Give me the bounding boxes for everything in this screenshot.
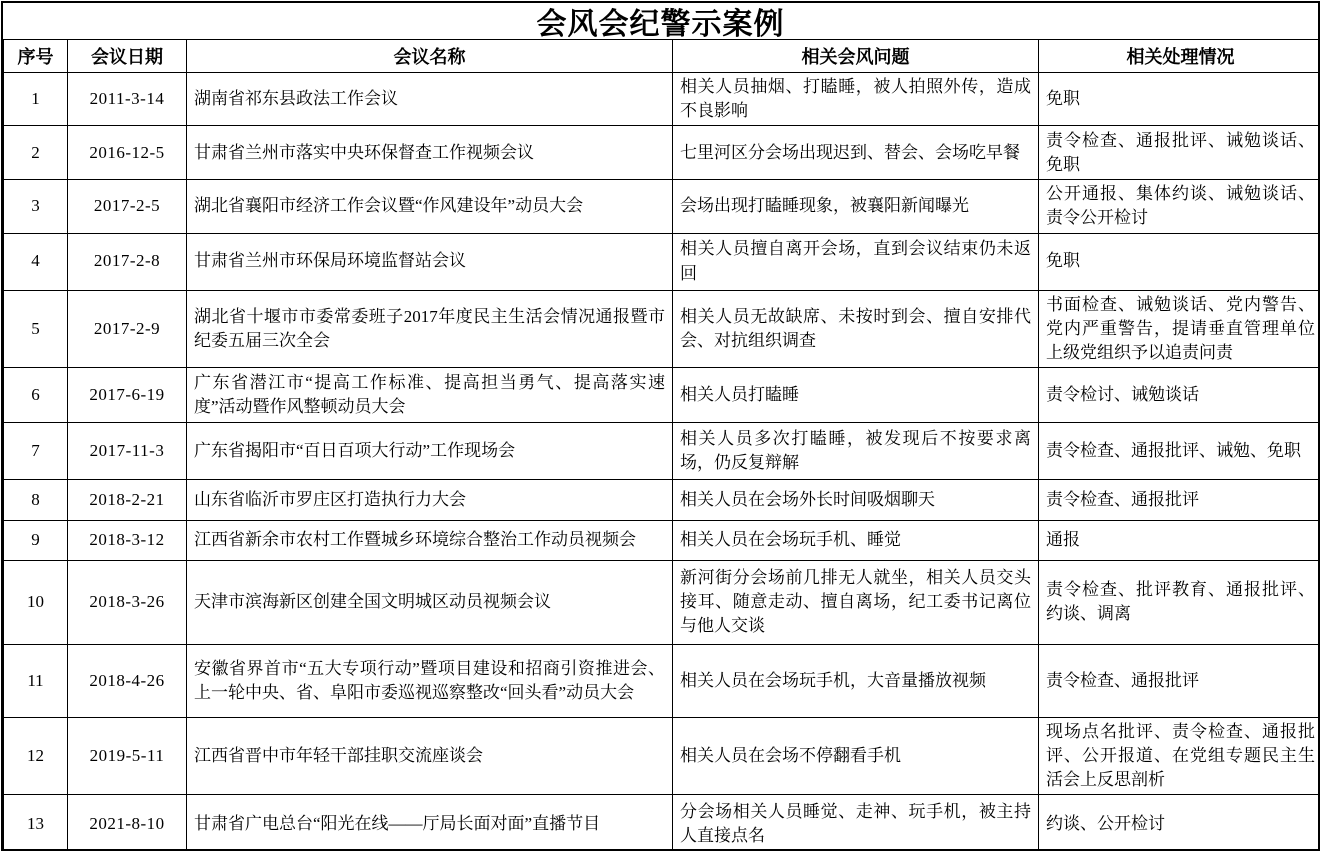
cell-date: 2017-2-5	[68, 180, 187, 233]
header-serial: 序号	[4, 40, 68, 73]
cell-handling: 免职	[1039, 73, 1321, 126]
header-date: 会议日期	[68, 40, 187, 73]
cell-problem: 新河街分会场前几排无人就坐，相关人员交头接耳、随意走动、擅自离场，纪工委书记离位与他人交谈	[673, 560, 1039, 644]
cell-meeting-name: 江西省新余市农村工作暨城乡环境综合整治工作动员视频会	[187, 520, 673, 560]
table-row	[4, 73, 1321, 126]
cell-serial: 1	[4, 73, 68, 126]
cell-handling: 责令检查、批评教育、通报批评、约谈、调离	[1039, 560, 1321, 644]
cell-handling: 责令检查、通报批评、诫勉谈话、免职	[1039, 126, 1321, 180]
cell-serial: 10	[4, 560, 68, 644]
cell-problem: 相关人员在会场玩手机、睡觉	[673, 520, 1039, 560]
cell-serial: 9	[4, 520, 68, 560]
cell-serial: 5	[4, 290, 68, 367]
cell-date: 2018-3-26	[68, 560, 187, 644]
cell-handling: 书面检查、诫勉谈话、党内警告、党内严重警告，提请垂直管理单位上级党组织予以追责问责	[1039, 290, 1321, 367]
cell-serial: 12	[4, 717, 68, 794]
cell-date: 2017-2-9	[68, 290, 187, 367]
table-row	[4, 560, 1321, 644]
header-row	[4, 40, 1321, 73]
cases-table	[3, 39, 1320, 851]
header-problem: 相关会风问题	[673, 40, 1039, 73]
cell-handling: 通报	[1039, 520, 1321, 560]
cell-serial: 6	[4, 367, 68, 422]
cell-date: 2018-2-21	[68, 479, 187, 520]
page-title: 会风会纪警示案例	[536, 8, 785, 41]
table-row	[4, 520, 1321, 560]
cell-handling: 公开通报、集体约谈、诫勉谈话、责令公开检讨	[1039, 180, 1321, 233]
warning-cases-sheet	[1, 1, 1320, 851]
cell-meeting-name: 湖南省祁东县政法工作会议	[187, 73, 673, 126]
cell-problem: 相关人员抽烟、打瞌睡，被人拍照外传，造成不良影响	[673, 73, 1039, 126]
cell-problem: 会场出现打瞌睡现象，被襄阳新闻曝光	[673, 180, 1039, 233]
cell-handling: 责令检查、通报批评、诫勉、免职	[1039, 422, 1321, 479]
cell-meeting-name: 湖北省十堰市市委常委班子2017年度民主生活会情况通报暨市纪委五届三次全会	[187, 290, 673, 367]
table-row	[4, 233, 1321, 290]
cell-meeting-name: 甘肃省兰州市环保局环境监督站会议	[187, 233, 673, 290]
cell-serial: 8	[4, 479, 68, 520]
cell-problem: 相关人员打瞌睡	[673, 367, 1039, 422]
cell-meeting-name: 广东省揭阳市“百日百项大行动”工作现场会	[187, 422, 673, 479]
table-row	[4, 795, 1321, 851]
table-row	[4, 126, 1321, 180]
cell-serial: 13	[4, 795, 68, 851]
cell-serial: 11	[4, 644, 68, 717]
cell-problem: 相关人员在会场玩手机，大音量播放视频	[673, 644, 1039, 717]
cell-handling: 现场点名批评、责令检查、通报批评、公开报道、在党组专题民主生活会上反思剖析	[1039, 717, 1321, 794]
cell-date: 2017-6-19	[68, 367, 187, 422]
cell-date: 2017-11-3	[68, 422, 187, 479]
table-row	[4, 717, 1321, 794]
table-row	[4, 479, 1321, 520]
cell-meeting-name: 湖北省襄阳市经济工作会议暨“作风建设年”动员大会	[187, 180, 673, 233]
cell-problem: 七里河区分会场出现迟到、替会、会场吃早餐	[673, 126, 1039, 180]
cell-meeting-name: 甘肃省兰州市落实中央环保督查工作视频会议	[187, 126, 673, 180]
cell-problem: 相关人员擅自离开会场，直到会议结束仍未返回	[673, 233, 1039, 290]
cell-date: 2018-3-12	[68, 520, 187, 560]
cell-date: 2019-5-11	[68, 717, 187, 794]
cell-date: 2011-3-14	[68, 73, 187, 126]
cell-problem: 相关人员多次打瞌睡，被发现后不按要求离场，仍反复辩解	[673, 422, 1039, 479]
cell-handling: 责令检讨、诫勉谈话	[1039, 367, 1321, 422]
cell-meeting-name: 天津市滨海新区创建全国文明城区动员视频会议	[187, 560, 673, 644]
table-row	[4, 290, 1321, 367]
cell-date: 2021-8-10	[68, 795, 187, 851]
header-meeting-name: 会议名称	[187, 40, 673, 73]
cell-problem: 相关人员在会场外长时间吸烟聊天	[673, 479, 1039, 520]
table-row	[4, 644, 1321, 717]
cell-meeting-name: 山东省临沂市罗庄区打造执行力大会	[187, 479, 673, 520]
cell-handling: 免职	[1039, 233, 1321, 290]
cell-problem: 相关人员无故缺席、未按时到会、擅自安排代会、对抗组织调查	[673, 290, 1039, 367]
cell-problem: 分会场相关人员睡觉、走神、玩手机，被主持人直接点名	[673, 795, 1039, 851]
cell-date: 2017-2-8	[68, 233, 187, 290]
cell-handling: 约谈、公开检讨	[1039, 795, 1321, 851]
cell-meeting-name: 江西省晋中市年轻干部挂职交流座谈会	[187, 717, 673, 794]
table-row	[4, 367, 1321, 422]
cell-handling: 责令检查、通报批评	[1039, 644, 1321, 717]
cell-serial: 2	[4, 126, 68, 180]
cell-date: 2018-4-26	[68, 644, 187, 717]
cell-meeting-name: 甘肃省广电总台“阳光在线——厅局长面对面”直播节目	[187, 795, 673, 851]
cell-serial: 7	[4, 422, 68, 479]
cell-meeting-name: 安徽省界首市“五大专项行动”暨项目建设和招商引资推进会、上一轮中央、省、阜阳市委巡视巡察整改“回头看”动员大会	[187, 644, 673, 717]
table-row	[4, 422, 1321, 479]
table-row	[4, 180, 1321, 233]
header-handling: 相关处理情况	[1039, 40, 1321, 73]
cell-serial: 3	[4, 180, 68, 233]
cell-handling: 责令检查、通报批评	[1039, 479, 1321, 520]
cell-meeting-name: 广东省潜江市“提高工作标准、提高担当勇气、提高落实速度”活动暨作风整顿动员大会	[187, 367, 673, 422]
cell-serial: 4	[4, 233, 68, 290]
cell-date: 2016-12-5	[68, 126, 187, 180]
cell-problem: 相关人员在会场不停翻看手机	[673, 717, 1039, 794]
